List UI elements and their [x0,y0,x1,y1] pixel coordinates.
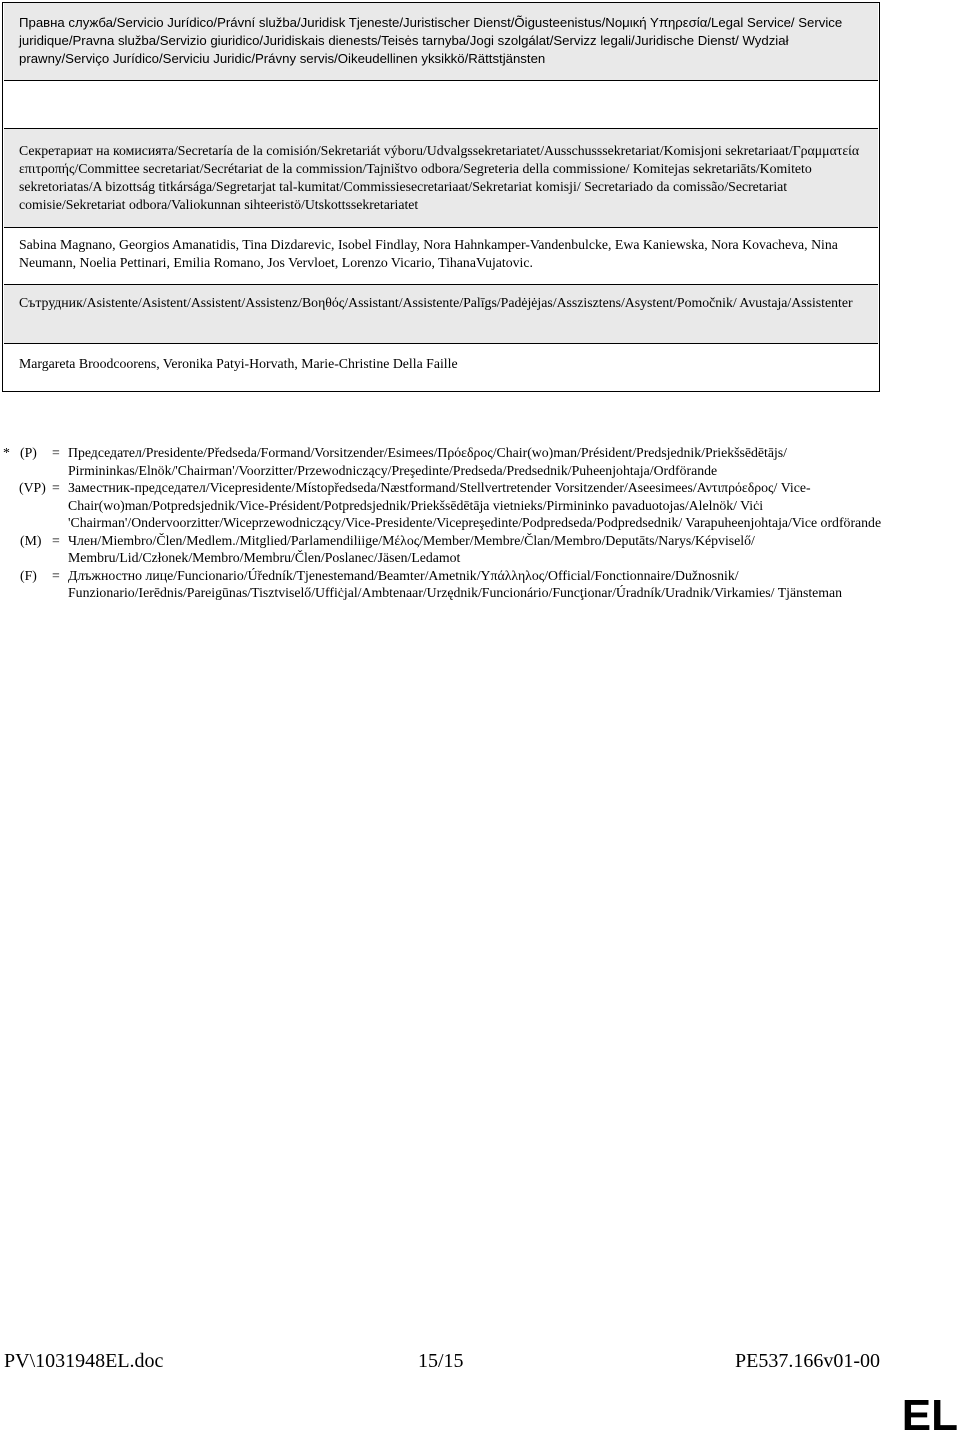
role-legend [0,444,900,602]
legend-text: Заместник-председател/Vicepresidente/Místopředseda/Næstformand/Stellvertretender Vorsitzender/Aseesimees/Αντιπρόεδρος/ Vice-Chair(wo)man/Potpredsjednik/Vice-Président/Potpredsjednik/Priekšsēdētāja vietnieks/Pirmininko pavaduotojas/Alelnök/ Viċi 'Chairman'/Ondervoorzitter/Wiceprzewodniczący/Vice-Presidente/Vicepreşedinte/Podpredseda/Podpredsednik/ Varapuheenjohtaja/Vice ordförande [68,480,882,530]
legend-code: (VP) [19,480,46,495]
page-footer [0,1348,880,1376]
legend-text: Председател/Presidente/Předseda/Formand/Vorsitzender/Esimees/Πρόεδρος/Chair(wo)man/Président/Predsjednik/Priekšsēdētājs/ Pirmininkas/Elnök/'Chairman'/Voorzitter/Przewodniczący/Preşedinte/Predseda/Predsednik/Puheenjohtaja/Ordförande [68,445,788,478]
legal-service-value-row [4,81,878,129]
assistant-header-row [4,285,878,344]
legend-text: Член/Miembro/Člen/Medlem./Mitglied/Parlamendiliige/Μέλος/Member/Membre/Član/Membro/Deputāts/Narys/Képviselő/ Membru/Lid/Członek/Membro/Membru/Člen/Poslanec/Jäsen/Ledamot [68,532,755,565]
secretariat-members: Sabina Magnano, Georgios Amanatidis, Tina Dizdarevic, Isobel Findlay, Nora Hahnkamper-Vandenbulcke, Ewa Kaniewska, Nora Kovacheva, Nina Neumann, Noelia Pettinari, Emilia Romano, Jos Vervloet, Lorenzo Vicario, TihanaVujatovic. [19,237,838,270]
legal-service-header-row [4,3,878,81]
assistant-value-row [4,344,878,390]
legend-equals: = [52,480,60,495]
staff-table [2,2,880,392]
legend-asterisk: * [3,445,10,460]
legend-item-official [0,567,900,602]
language-code: EL [901,1391,958,1440]
legend-item-vice-president [0,479,900,532]
secretariat-header-row [4,129,878,228]
legend-code: (F) [20,567,37,583]
legend-code: (M) [20,532,42,548]
legal-service-heading: Правна служба/Servicio Jurídico/Právní služba/Juridisk Tjeneste/Juristischer Dienst/Õigusteenistus/Νομική Υπηρεσία/Legal Service/ Service juridique/Pravna služba/Servizio giuridico/Juridiskais dienests/Teisės tarnyba/Jogi szolgálat/Servizz legali/Juridische Dienst/ Wydział prawny/Serviço Jurídico/Serviciu Juridic/Právny servis/Oikeudellinen yksikkö/Rättstjänsten [19,15,843,66]
page-number: 15/15 [418,1350,464,1372]
legend-equals: = [52,445,60,460]
secretariat-heading: Секретариат на комисията/Secretaría de la comisión/Sekretariát výboru/Udvalgssekretariatet/Ausschusssekretariat/Komisjoni sekretariaat/Γραμματεία επιτροπής/Committee secretariat/Secrétariat de la commission/Tajništvo odbora/Segreteria della commissione/ Komitejas sekretariāts/Komiteto sekretoriatas/A bizottság titkársága/Segretarjat tal-kumitat/Commissiesecretariaat/Sekretariat komisji/ Secretariado da comissão/Secretariat comisie/Sekretariat odbora/Valiokunnan sihteeristö/Utskottssekretariatet [19,143,860,212]
secretariat-value-row [4,228,878,285]
assistant-heading: Сътрудник/Asistente/Asistent/Assistent/Assistenz/Βοηθός/Assistant/Assistente/Palīgs/Padėjėjas/Asszisztens/Asystent/Pomočnik/ Avustaja/Assistenter [19,295,853,310]
legend-code: (P) [20,445,37,460]
legend-item-president [0,444,900,479]
assistant-members: Margareta Broodcoorens, Veronika Patyi-Horvath, Marie-Christine Della Faille [19,356,458,371]
legend-text: Длъжностно лице/Funcionario/Úředník/Tjenestemand/Beamter/Ametnik/Υπάλληλος/Official/Fonctionnaire/Dužnosnik/ Funzionario/Ierēdnis/Pareigūnas/Tisztviselő/Uffiċjal/Ambtenaar/Urzędnik/Funcionário/Funcţionar/Úradník/Uradnik/Virkamies/ Tjänsteman [68,567,843,600]
legend-item-member [0,532,900,567]
legend-equals: = [52,567,60,583]
pe-reference: PE537.166v01-00 [735,1350,880,1372]
legend-equals: = [52,532,60,548]
document-reference: PV\1031948EL.doc [4,1350,164,1372]
